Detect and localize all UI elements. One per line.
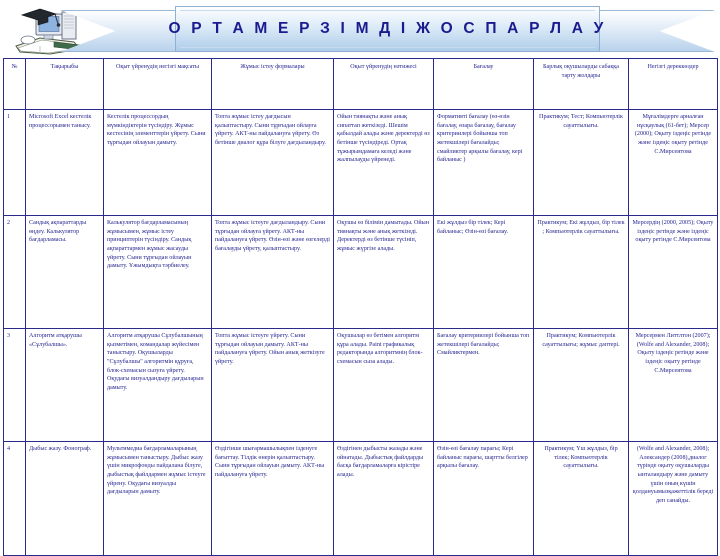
table-row xyxy=(4,110,718,216)
table-row xyxy=(4,216,718,329)
page-title: О Р Т А М Е Р З І М Д І Ж О С П А Р Л А У xyxy=(168,20,607,37)
header-topic: Тақырыбы xyxy=(26,59,104,110)
cell-goal: Алгоритм атқарушы Сұлубалшының қызметімен, командалар жүйесімен таныстыру. Оқушыларды "Сұлубалшы" алгоритмін құруға, блок-схемасын сызуға үйрету. Оқудағы визуалдандыру дағдыларын дамыту. xyxy=(104,329,212,442)
cell-assessment: Екі жұлдыз бір тілек; Кері байланыс; Өзін-өзі бағалау. xyxy=(434,216,534,329)
header-result: Оқыт үйренудің нәтижесі xyxy=(334,59,434,110)
cell-topic: Алгоритм атқарушы «Сұлубалшы». xyxy=(26,329,104,442)
table-row xyxy=(4,329,718,442)
table-header-row xyxy=(4,59,718,110)
cell-number: 4 xyxy=(4,442,26,556)
cell-result: Оқушы өз білімін дамытады. Ойын тиянақты және анық жеткізеді. Деректерді өз бетінше түсініп, жұмыс жүргізе алады. xyxy=(334,216,434,329)
cell-forms: Топта жұмыс істеуге үйрету. Сыни тұрғыдан ойлауын дамыту. АКТ-ны пайдалануға үйрету. Ойын анық жеткізуге үйрету. xyxy=(212,329,334,442)
cell-sources: Мерсердің (2000, 2005); Оқыту іздеңіс ретінде және іздеңіс оқыту ретінде С.Мирсеитова xyxy=(629,216,718,329)
cell-result: Оқушылар өз бетімен алгоритм құра алады. Paint графикалық редакторында алгоритмнің блок-схемасын сыза алады. xyxy=(334,329,434,442)
ribbon-center-plate xyxy=(168,6,607,52)
header-assessment: Бағалау xyxy=(434,59,534,110)
cell-number: 1 xyxy=(4,110,26,216)
cell-topic: Дыбыс жазу. Фонограф. xyxy=(26,442,104,556)
cell-topic: Сандық ақпараттарды өңдеу. Калькулятор бағдарламасы. xyxy=(26,216,104,329)
cell-forms: Топта жұмыс істеу дағдысын қалыптастыру. Сыни тұрғыдан ойлауға үйрету. АКТ-ны пайдалануға үйрету. Өз бетінше диалог құра білуге дағдыландыру. xyxy=(212,110,334,216)
header-forms: Жұмыс істеу формалары xyxy=(212,59,334,110)
header-sources: Негізгі дереккөздер xyxy=(629,59,718,110)
header-goal: Оқыт үйренудің негізгі мақсаты xyxy=(104,59,212,110)
cell-goal: Калькулятор бағдарламасының жұмысымен, жұмыс істеу принциптерін түсіндіру. Сандық ақпараттармен жұмыс жасауды үйрету. Сыни тұрғыдан ойлауын дамыту. Ұжымдықта тәрбиелеу. xyxy=(104,216,212,329)
cell-engagement: Практикум; Екі жұлдыз, бір тілек ; Компьютерлік сауаттылығы. xyxy=(534,216,629,329)
cell-number: 3 xyxy=(4,329,26,442)
banner-area xyxy=(0,0,720,58)
cell-forms: Топта жұмыс істеуге дағдыландыру. Сыни тұрғыдан ойлауға үйрету. АКТ-ны пайдалануға үйрету. Өзін-өзі және өзгелерді бағалауды үйрету, қалыптастыру. xyxy=(212,216,334,329)
medium-term-plan-table xyxy=(3,58,718,556)
cell-engagement: Практикум; Компьютерлік сауаттылығы; жұмыс дәптері. xyxy=(534,329,629,442)
cell-assessment: Формативті бағалау (өз-өзін бағалау, өзара бағалау, бағалау критериилері бойынша топ жетекшілері бағалайды; смайликтер арқылы бағалау, кері байланыс ) xyxy=(434,110,534,216)
cell-result: Өздігінен дыбысты жазады және ойнатады. Дыбыстық файлдарды басқа бағдарламаларға кірістіре алады. xyxy=(334,442,434,556)
cell-engagement: Практикум; Тест; Компьютерлік сауаттылығы. xyxy=(534,110,629,216)
cell-goal: Кестелік процессордың мүмкіндіктерін түсіндіру. Жұмыс кестесінің элементтерін үйрету. Сыни тұрғыдан ойлауын дамыту. xyxy=(104,110,212,216)
cell-forms: Өздігінше шығармашылықпен ізденуге бағыттау. Тілдік өнерін қалыптастыру. Сыни тұрғыдан ойлауын дамыту. АКТ-ны пайдалануға үйрету. xyxy=(212,442,334,556)
cell-result: Ойын тиянақты және анық сипаттап жеткізеді. Шешім қабылдай алады және деректерді өз бетінше түсіндіреді. Ортақ тұжырымдамаға келеді және жалпылауды үйренеді. xyxy=(334,110,434,216)
cell-number: 2 xyxy=(4,216,26,329)
header-engagement: Барлық оқушыларды сабаққа тарту жолдары xyxy=(534,59,629,110)
cell-assessment: Өзін-өзі бағалау парағы; Кері байланыс парағы, шартты белгілер арқылы бағалау. xyxy=(434,442,534,556)
title-ribbon xyxy=(60,6,715,54)
cell-sources: Мерсермен Литтлтон (2007); (Wolfe and Alexander, 2008); Оқыту іздеңіс ретінде және іздеңіс оқыту ретінде С.Мирсеитова xyxy=(629,329,718,442)
table-row xyxy=(4,442,718,556)
cell-topic: Microsoft Excel кестелік процессорымен танысу. xyxy=(26,110,104,216)
cell-engagement: Практикум; Үш жұлдыз, бір тілек; Компьютерлік сауаттылығы. xyxy=(534,442,629,556)
cell-sources: (Wolfe and Alexander, 2008); Александер (2008),диалог түрінде оқыту оқушыларды ынталандыру және дамыту үшін оның күшін қолдануымызқажеттілік береді деп санайды. xyxy=(629,442,718,556)
cell-goal: Мультимедиа бағдарламаларының жұмысымен таныстыру. Дыбыс жазу үшін микрофонды пайдалана білуге, дыбыстық файлдармен жұмыс істеуге үйрену. Оқудағы визуалды дағдыларын дамыту. xyxy=(104,442,212,556)
cell-assessment: Бағалау критериилері бойынша топ жетекшілері бағалайды; Смайликтермен. xyxy=(434,329,534,442)
header-number: № xyxy=(4,59,26,110)
cell-sources: Мұғалімдерге арналған нұсқаулық (61-бет); Мерсер (2000); Оқыту іздеңіс ретінде және іздеңіс оқыту ретінде С.Мирсеитова xyxy=(629,110,718,216)
